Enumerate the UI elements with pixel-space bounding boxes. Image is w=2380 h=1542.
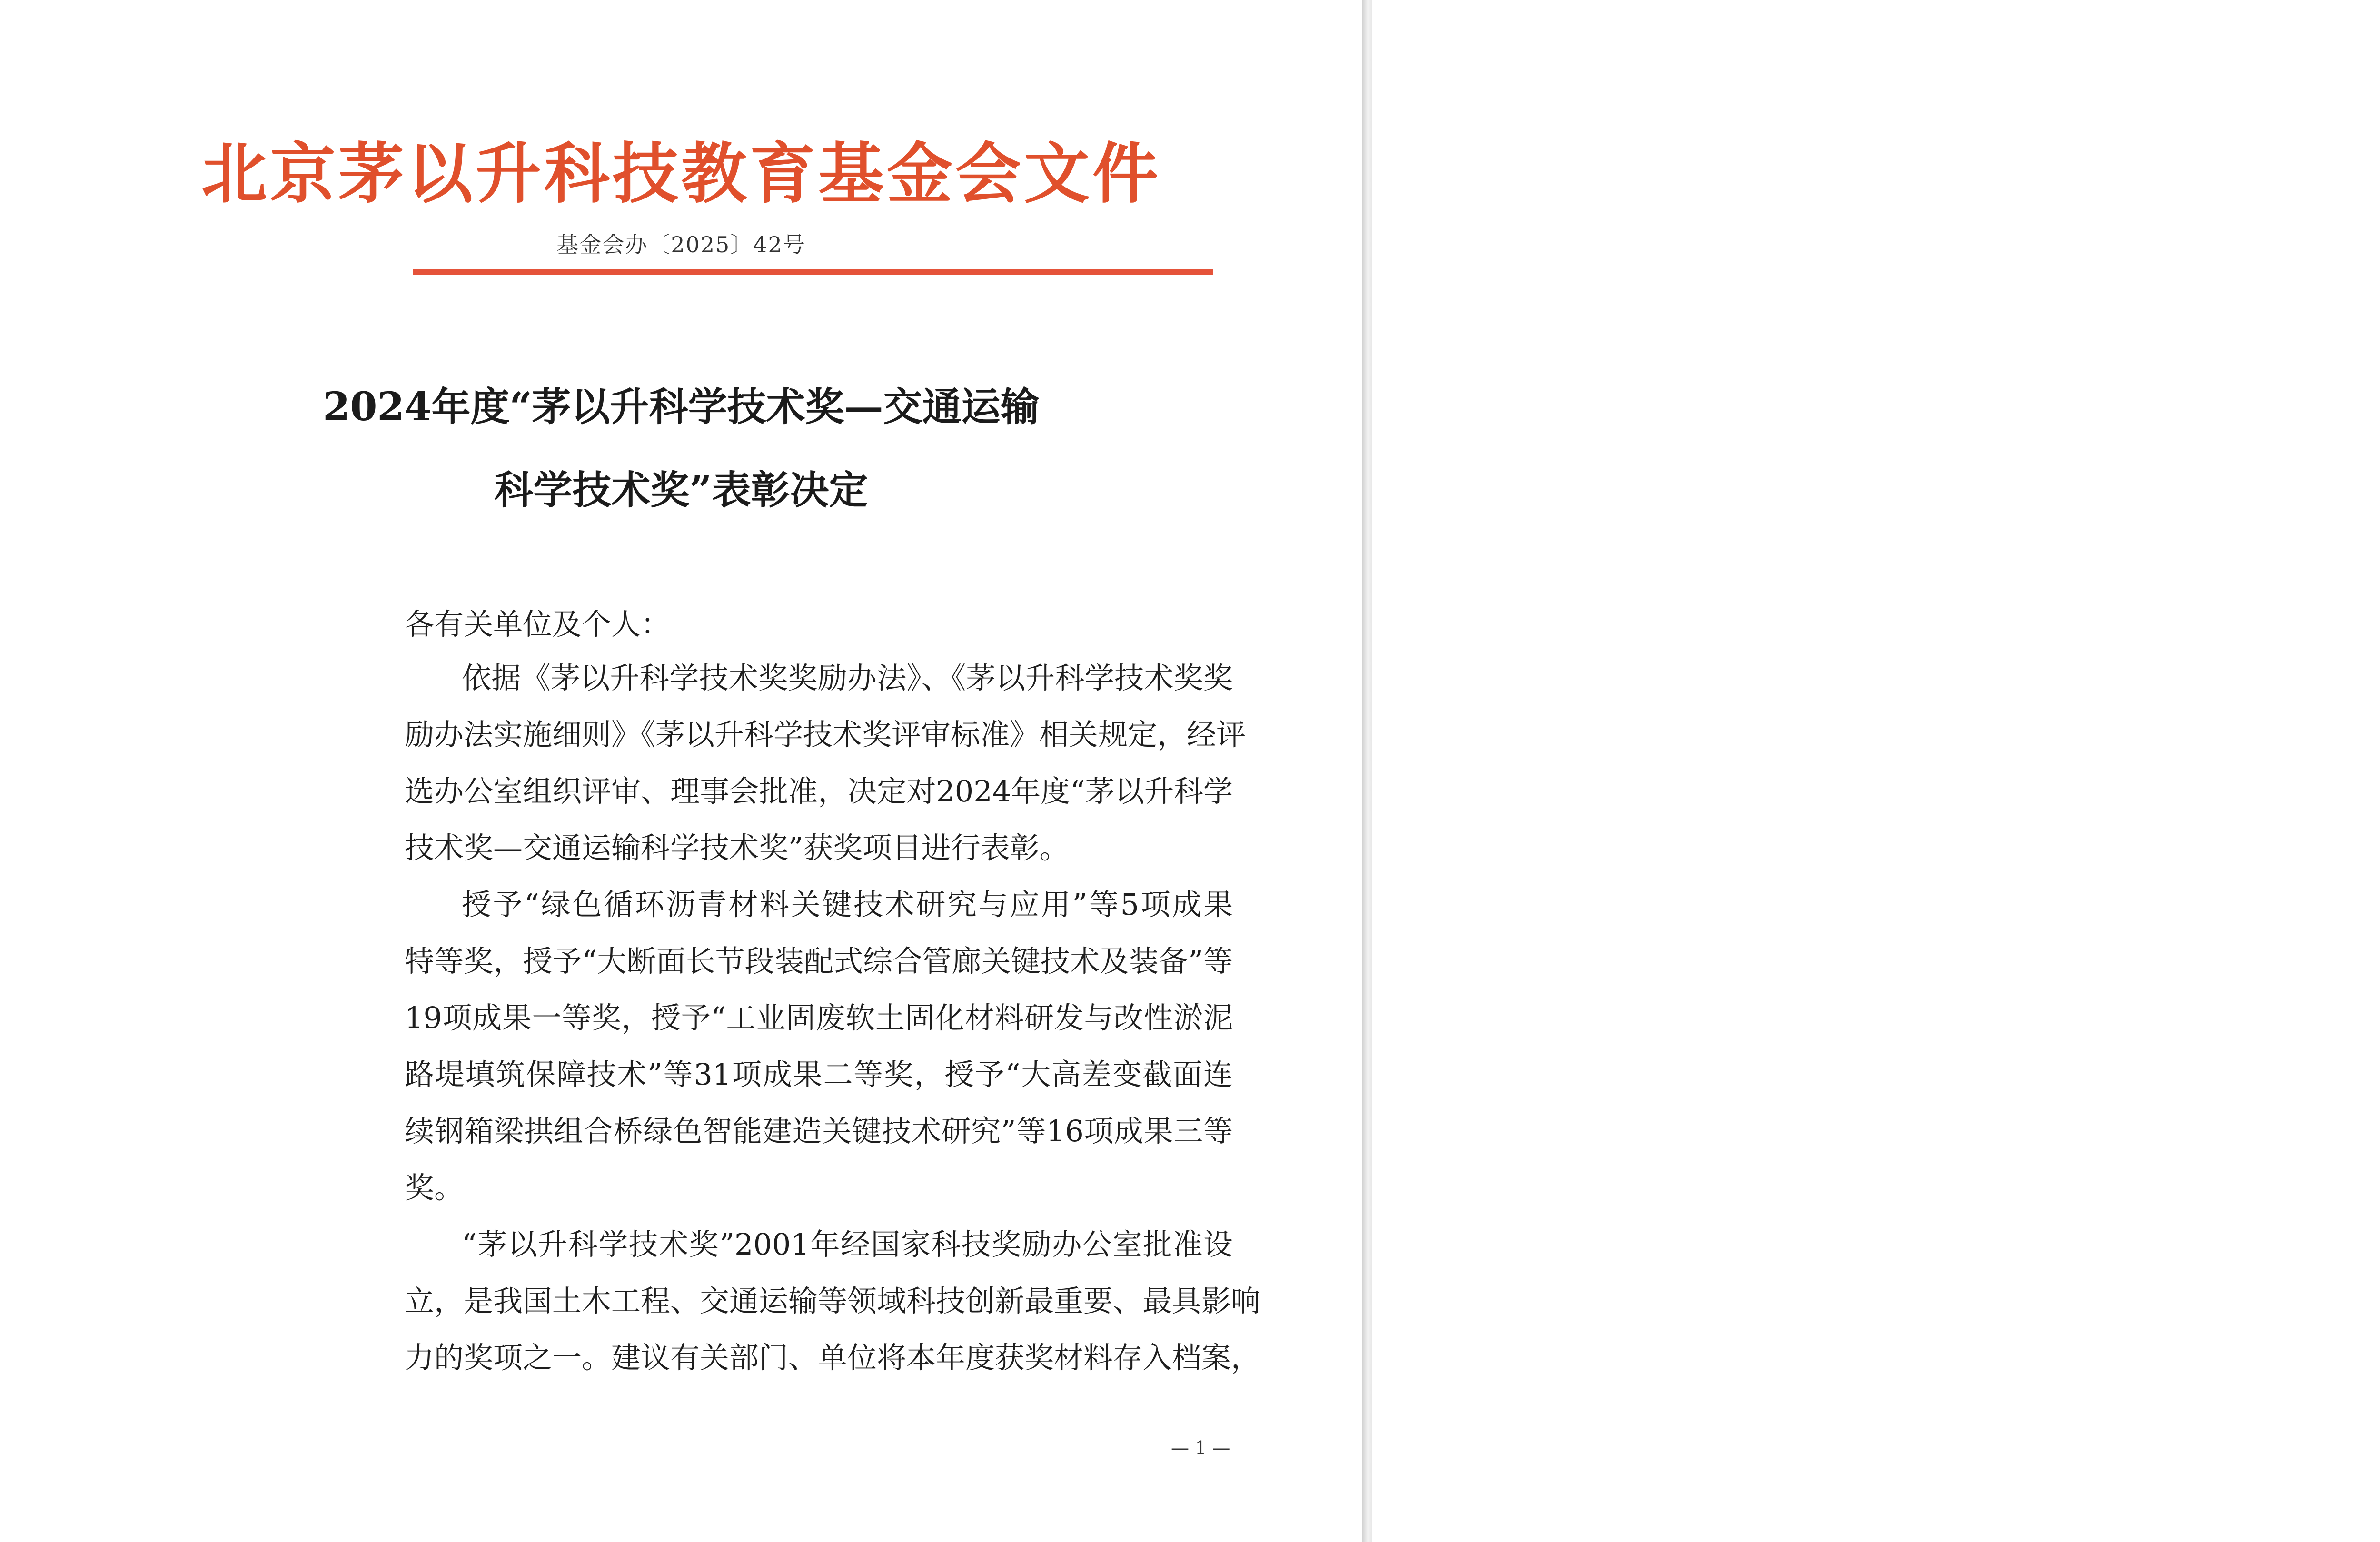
body-line: 授予“绿色循环沥青材料关键技术研究与应用”等5项成果 [462,887,1233,922]
body-line: 19项成果一等奖，授予“工业固废软土固化材料研发与改性淤泥 [405,1000,1233,1035]
body-line: 技术奖—交通运输科学技术奖”获奖项目进行表彰。 [405,830,1069,865]
page-gutter [1362,0,1372,1542]
decision-title-line-2: 科学技术奖”表彰决定 [494,467,868,513]
red-divider [413,269,1213,275]
salutation: 各有关单位及个人： [405,607,671,642]
document-number: 基金会办〔2025〕42号 [556,232,806,257]
body-line: “茅以升科学技术奖”2001年经国家科技奖励办公室批准设 [462,1227,1233,1262]
body-line: 励办法实施细则》《茅以升科学技术奖评审标准》相关规定，经评 [405,717,1246,752]
body-line: 路堤填筑保障技术”等31项成果二等奖，授予“大高差变截面连 [405,1057,1233,1092]
body-line: 选办公室组织评审、理事会批准，决定对2024年度“茅以升科学 [405,774,1233,809]
document-header: 北京茅以升科技教育基金会文件 [201,135,1161,212]
body-line: 依据《茅以升科学技术奖奖励办法》、《茅以升科学技术奖奖 [462,661,1233,695]
body-line: 力的奖项之一。建议有关部门、单位将本年度获奖材料存入档案， [405,1340,1261,1375]
decision-title-line-1: 2024年度“茅以升科学技术奖—交通运输 [323,384,1040,430]
body-line: 奖。 [405,1170,464,1205]
body-line: 特等奖，授予“大断面长节段装配式综合管廊关键技术及装备”等 [405,944,1233,979]
page-number: — 1 — [1171,1437,1230,1458]
body-line: 续钢箱梁拱组合桥绿色智能建造关键技术研究”等16项成果三等 [405,1114,1233,1148]
body-line: 立，是我国土木工程、交通运输等领域科技创新最重要、最具影响 [405,1284,1261,1318]
right-page [1372,0,2380,1542]
